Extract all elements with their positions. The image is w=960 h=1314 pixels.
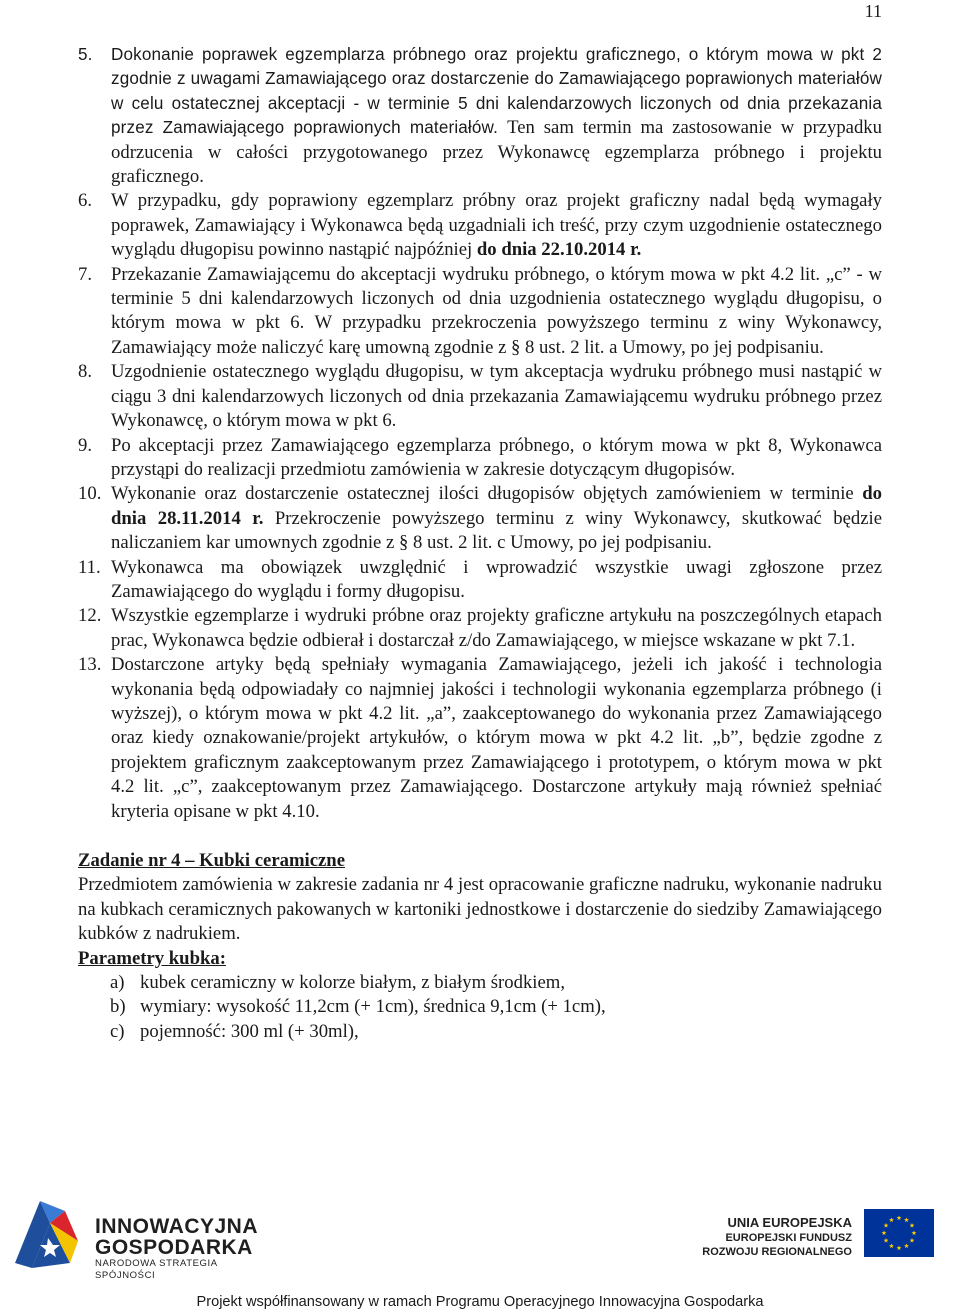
text-run: Przekroczenie powyższego terminu z winy Wykonawcy, skutkować będzie naliczaniem kar umownych zgodnie z § 8 ust. 2 lit. c Umowy, po jej podpisaniu. <box>111 507 882 554</box>
list-item-number: 9. <box>78 434 93 456</box>
list-item-number: 7. <box>78 263 93 285</box>
eu-logo-line2: EUROPEJSKI FUNDUSZ <box>725 1232 852 1244</box>
param-item <box>78 1020 882 1044</box>
params-list <box>78 971 882 1044</box>
list-item-text <box>111 482 882 555</box>
ig-logo-line3: NARODOWA STRATEGIA SPÓJNOŚCI <box>95 1258 218 1281</box>
section-intro: Przedmiotem zamówienia w zakresie zadania nr 4 jest opracowanie graficzne nadruku, wykonanie nadruku na kubkach ceramicznych pakowanych w kartoniki jednostkowe i dostarczenie do siedziby Zamawiającego kubków z nadrukiem. <box>78 874 882 945</box>
text-run: Przekazanie Zamawiającemu do akceptacji wydruku próbnego, o którym mowa w pkt 4.2 lit. „c” - w terminie 5 dni kalendarzowych liczonych od dnia uzgodnienia ostatecznego wyglądu długopisu, o którym mowa w pkt 6. W przypadku przekroczenia powyższego terminu z winy Wykonawcy, Zamawiający może naliczyć karę umowną zgodnie z § 8 ust. 2 lit. a Umowy, po jej podpisaniu. <box>111 263 882 358</box>
list-item-text <box>111 43 882 189</box>
eu-logo-line3: ROZWOJU REGIONALNEGO <box>702 1246 852 1258</box>
list-item <box>78 189 882 262</box>
param-label: b) <box>110 996 126 1018</box>
text-run: Ten sam termin ma zastosowanie w przypadku odrzucenia w całości przygotowanego przez Wykonawcę egzemplarza próbnego i projektu graficznego. <box>111 117 882 188</box>
param-text: pojemność: 300 ml (+ 30ml), <box>140 1020 359 1042</box>
text-run: W przypadku, gdy poprawiony egzemplarz próbny oraz projekt graficzny nadal będą wymagały poprawek, Zamawiający i Wykonawca będą uzgadniali ich treść, przy czym uzgodnienie ostatecznego wyglądu długopisu powinno nastąpić najpóźniej <box>111 190 882 261</box>
innowacyjna-gospodarka-logo <box>10 1193 260 1281</box>
list-item <box>78 43 882 189</box>
text-run: Wykonanie oraz dostarczenie ostatecznej ilości długopisów objętych zamówieniem w terminie <box>111 483 863 505</box>
footer <box>0 1193 960 1309</box>
ig-logo-line1: INNOWACYJNA <box>95 1215 259 1238</box>
page-number: 11 <box>864 1 882 21</box>
document-body <box>78 43 882 1044</box>
param-text: kubek ceramiczny w kolorze białym, z białym środkiem, <box>140 972 566 994</box>
text-run: Wszystkie egzemplarze i wydruki próbne oraz projekty graficzne artykułu na poszczególnych etapach prac, Wykonawca będzie odbierał i dostarczał z/do Zamawiającego, w miejsce wskazane w pkt 7.1. <box>111 605 882 651</box>
section-title: Zadanie nr 4 – Kubki ceramiczne <box>78 850 345 871</box>
param-item <box>78 995 882 1019</box>
section-heading <box>78 849 882 873</box>
list-item-number: 11. <box>78 556 101 578</box>
numbered-list <box>78 43 882 824</box>
list-item-text <box>111 263 882 361</box>
list-item <box>78 604 882 653</box>
text-run: Dostarczone artyky będą spełniały wymagania Zamawiającego, jeżeli ich jakość i technologia wykonania będą odpowiadały co najmniej jakości i technologii wykonania egzemplarza próbnego (i wyższej), o którym mowa w pkt 4.2 lit. „a”, zaakceptowanego do wykonania przez Zamawiającego oraz kiedy oznakowanie/projekt artykułów, o którym mowa w pkt 4.2 lit. „b”, będzie zgodne z projektem graficznym zaakceptowanym przez Zamawiającego i prototypem, o którym mowa w pkt 4.2 lit. „c”, zaakceptowanym przez Zamawiającego. Dostarczone artykuły mają również spełniać kryteria opisane w pkt 4.10. <box>111 654 882 822</box>
list-item-number: 10. <box>78 483 102 505</box>
bold-date: do dnia 28.11.2014 r. <box>111 483 882 529</box>
eu-fund-label <box>697 1215 852 1259</box>
list-item-number: 12. <box>78 605 102 627</box>
text-run: Dokonanie poprawek egzemplarza próbnego oraz projektu graficznego, o którym mowa w pkt 2 zgodnie z uwagami Zamawiającego oraz dostarczenie do Zamawiającego poprawionych materiałów w celu ostatecznej akceptacji - w terminie 5 dni kalendarzowych liczonych od dnia przekazania przez Zamawiającego poprawionych materiałów. <box>111 45 882 138</box>
list-item <box>78 556 882 605</box>
list-item-number: 5. <box>78 45 93 64</box>
bold-date: do dnia 22.10.2014 r. <box>476 239 642 261</box>
ig-emblem-icon <box>10 1193 90 1273</box>
text-run: Wykonawca ma obowiązek uwzględnić i wprowadzić wszystkie uwagi zgłoszone przez Zamawiającego do wyglądu i formy długopisu. <box>111 556 882 602</box>
list-item-text <box>111 434 882 483</box>
list-item-text <box>111 360 882 433</box>
param-label: c) <box>110 1020 125 1042</box>
list-item <box>78 482 882 555</box>
list-item-text <box>111 189 882 262</box>
list-item <box>78 653 882 824</box>
list-item <box>78 263 882 361</box>
list-item-text <box>111 556 882 605</box>
param-item <box>78 971 882 995</box>
param-text: wymiary: wysokość 11,2cm (+ 1cm), średnica 9,1cm (+ 1cm), <box>140 996 606 1018</box>
ig-logo-line2: GOSPODARKA <box>95 1236 253 1259</box>
params-heading: Parametry kubka: <box>78 947 226 969</box>
text-run: Uzgodnienie ostatecznego wyglądu długopisu, w tym akceptacja wydruku próbnego musi nastąpić w ciągu 3 dni kalendarzowych liczonych od dnia przekazania Zamawiającemu wydruku próbnego przez Wykonawcę, o którym mowa w pkt 6. <box>111 361 882 432</box>
list-item-number: 6. <box>78 190 93 212</box>
text-run: Po akceptacji przez Zamawiającego egzemplarza próbnego, o którym mowa w pkt 8, Wykonawca przystąpi do realizacji przedmiotu zamówienia w zakresie dotyczącym długopisów. <box>111 434 882 480</box>
eu-logo-line1: UNIA EUROPEJSKA <box>727 1215 852 1230</box>
list-item-number: 8. <box>78 361 93 383</box>
list-item-number: 13. <box>78 654 102 676</box>
footer-note: Projekt współfinansowany w ramach Programu Operacyjnego Innowacyjna Gospodarka <box>196 1294 764 1310</box>
list-item <box>78 360 882 433</box>
list-item <box>78 434 882 483</box>
list-item-text <box>111 653 882 824</box>
eu-flag-icon <box>864 1209 934 1257</box>
param-label: a) <box>110 972 125 994</box>
list-item-text <box>111 604 882 653</box>
